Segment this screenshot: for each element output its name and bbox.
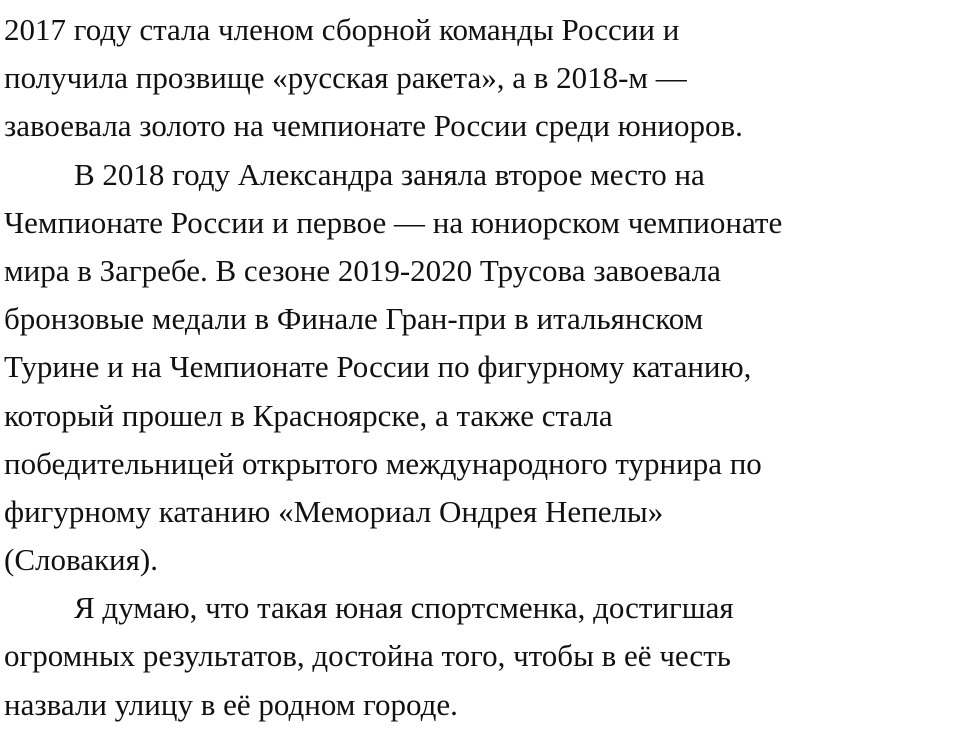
text-line: бронзовые медали в Финале Гран-при в итальянском (4, 301, 704, 337)
text-line: назвали улицу в её родном городе. (4, 686, 458, 722)
text-line: фигурному катанию «Мемориал Ондрея Непелы» (4, 493, 664, 529)
text-line: мира в Загребе. В сезоне 2019-2020 Трусова завоевала (4, 252, 721, 288)
text-line: огромных результатов, достойна того, чтобы в её честь (4, 638, 731, 674)
text-line: завоевала золото на чемпионате России среди юниоров. (4, 108, 743, 144)
text-line: который прошел в Красноярске, а также стала (4, 397, 613, 433)
text-line: Я думаю, что такая юная спортсменка, достигшая (74, 590, 734, 626)
paragraph-2 (4, 151, 954, 585)
text-line: Чемпионате России и первое — на юниорском чемпионате (4, 204, 783, 240)
paragraph-3 (4, 584, 954, 729)
paragraph-1 (4, 6, 954, 151)
text-line: (Словакия). (4, 542, 158, 578)
text-line: В 2018 году Александра заняла второе место на (74, 156, 705, 192)
text-line: Турине и на Чемпионате России по фигурному катанию, (4, 349, 752, 385)
text-line: победительницей открытого международного турнира по (4, 445, 762, 481)
text-line: 2017 году стала членом сборной команды России и (4, 12, 680, 47)
document-page (4, 6, 954, 729)
text-line: получила прозвище «русская ракета», а в 2018-м — (4, 60, 687, 96)
